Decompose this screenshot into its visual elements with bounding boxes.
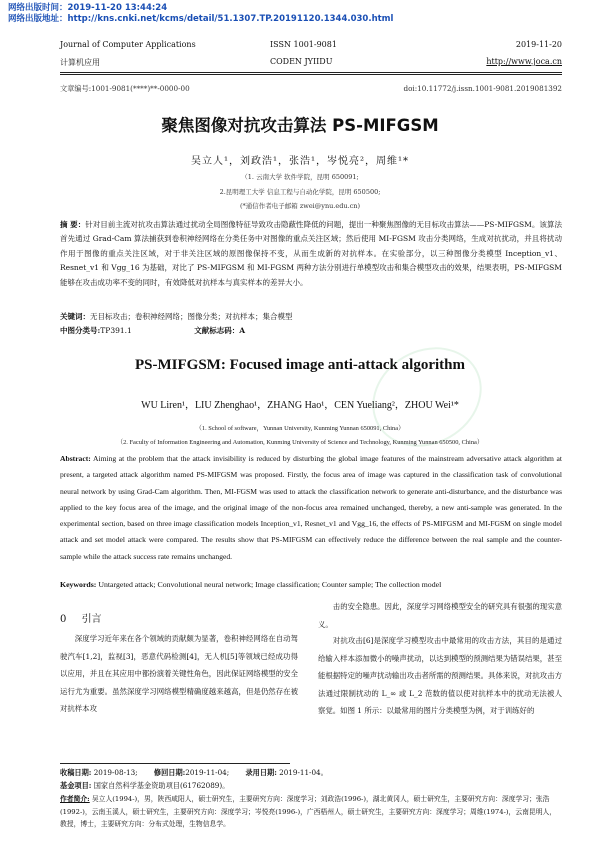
footnote-dates bbox=[60, 767, 562, 779]
contact-email: (*通信作者电子邮箱 zwei@ynu.edu.cn) bbox=[240, 202, 360, 210]
keywords-en bbox=[60, 580, 562, 589]
authors-en: WU Liren¹，LIU Zhenghao¹，ZHANG Hao¹，CEN Yueliang²，ZHOU Wei¹* bbox=[141, 400, 459, 411]
keywords-zh-label: 关键词： bbox=[60, 312, 90, 321]
keywords-zh-text: 无目标攻击；卷积神经网络；图像分类；对抗样本；集合模型 bbox=[90, 312, 293, 321]
article-number: 文章编号:1001-9081(****)**-0000-00 bbox=[60, 84, 190, 93]
abstract-zh bbox=[60, 218, 562, 290]
affiliation-zh-1: （1. 云南大学 软件学院，昆明 650091; bbox=[241, 173, 359, 181]
doc-code-label: 文献标志码： bbox=[194, 326, 240, 335]
body-right-para-2: 对抗攻击[6]是深度学习模型攻击中最常用的攻击方法，其目的是通过给输入样本添加微小的噪声扰动，以达到模型的预测结果为错误结果，甚至能根据特定的噪声扰动输出攻击者所需的预测结果。具体来说，对抗攻击方法通过限制扰动的 L_∞ 或 L_2 范数的值以使对抗样本中的扰动无法被人察觉。如图 1 所示：以最常用的图片分类模型为例，对于训练好的 bbox=[318, 636, 562, 715]
journal-url[interactable]: http://www.joca.cn bbox=[486, 57, 562, 66]
abstract-zh-label: 摘 要： bbox=[60, 220, 86, 229]
abstract-en bbox=[60, 451, 562, 565]
affiliation-en-2: （2. Faculty of Information Engineering and Automation, Kunming University of Science and Technology, Kunming Yunnan 650500, China） bbox=[116, 439, 484, 446]
affiliation-zh-2: 2.昆明理工大学 信息工程与自动化学院，昆明 650500; bbox=[219, 188, 381, 196]
revised-label: 修回日期: bbox=[153, 768, 186, 777]
class-label: 中图分类号: bbox=[60, 326, 101, 335]
publication-url[interactable]: 网络出版地址：http://kns.cnki.net/kcms/detail/51.1307.TP.20191120.1344.030.html bbox=[8, 14, 394, 24]
footnote-fund bbox=[60, 780, 562, 792]
issn: ISSN 1001-9081 bbox=[270, 40, 337, 49]
footnote-bio bbox=[60, 793, 562, 831]
header-rule bbox=[60, 72, 562, 73]
authors-zh: 吴立人¹，刘政浩¹，张浩¹，岑悦亮²，周维¹* bbox=[190, 156, 410, 167]
affiliation-en-1: （1. School of software，Yunnan University, Kunming Yunnan 650091, China） bbox=[195, 425, 405, 432]
fund-text: 国家自然科学基金资助项目(61762089)。 bbox=[93, 781, 230, 790]
abstract-zh-text: 针对目前主流对抗攻击算法通过扰动全局图像特征导致攻击隐蔽性降低的问题，提出一种聚焦图像的无目标攻击算法——PS-MIFGSM。该算法首先通过 Grad-Cam 算法捕获到卷积神经网络在分类任务中对图像的重点关注区域；然后使用 MI-FGSM 攻击分类网络，生成对抗扰动，并且将扰动作用于图像的重点关注区域，对于非关注区域的原图像保持不变，从而生成新的对抗样本。在实验部分，以三种图像分类模型 Inception_v1、Resnet_v1 和 Vgg_16 为基础，对比了 PS-MIFGSM 和 MI-FGSM 两种方法分别进行单模型攻击和集合模型攻击的效果，结果表明，PS-MIFGSM 能够在攻击成功率不变的同时，有效降低对抗样本与真实样本的差异大小。 bbox=[60, 220, 562, 287]
section-title: 引言 bbox=[81, 614, 102, 625]
keywords-en-text: Untargeted attack; Convolutional neural network; Image classification; Counter sample; The collection model bbox=[98, 580, 442, 589]
accepted-label: 录用日期: bbox=[245, 768, 277, 777]
accepted-date: 2019-11-04。 bbox=[279, 768, 328, 777]
revised-date: 2019-11-04; bbox=[185, 768, 230, 777]
footnote-rule bbox=[60, 763, 290, 764]
fund-label: 基金项目: bbox=[60, 781, 92, 790]
body-left-column: 深度学习近年来在各个领域的贡献颇为显著，卷积神经网络在自动驾驶汽车[1,2]，监视[3]，恶意代码检测[4]，无人机[5]等领域已经成功得以应用，并且在其应用中都扮演着关键性角色，因此保证网络模型的安全运行尤为重要。虽然深度学习网络模型精确度越来越高，但是仍然存在被对抗样本攻 bbox=[60, 634, 298, 713]
bio-text: 吴立人(1994-)，男，陕西咸阳人，硕士研究生，主要研究方向：深度学习；刘政浩(1996-)，湖北黄冈人，硕士研究生，主要研究方向：深度学习；张浩(1992-)，云南玉溪人，硕士研究生，主要研究方向：深度学习；岑悦亮(1996-)，广西梧州人，硕士研究生，主要研究方向：深度学习；周维(1974-)，云南昆明人，教授，博士，主要研究方向：分布式处理，生物信息学。 bbox=[60, 795, 557, 828]
received-label: 收稿日期: bbox=[60, 768, 92, 777]
title-en: PS-MIFGSM: Focused image anti-attack algorithm bbox=[135, 357, 465, 373]
class-value: TP391.1 bbox=[100, 326, 132, 335]
classification bbox=[60, 324, 562, 338]
online-publication-stamp bbox=[8, 3, 393, 25]
body-right-para-1: 击的安全隐患。因此，深度学习网络模型安全的研究具有很强的现实意义。 bbox=[318, 602, 562, 629]
bio-label: 作者简介: bbox=[60, 795, 90, 803]
section-heading bbox=[60, 610, 102, 625]
abstract-en-text: Aiming at the problem that the attack invisibility is reduced by disturbing the global image features of the mainstream adversative attack algorithm at present, a targeted attack algorithm named PS-MIFGSM was proposed. Firstly, the focus area of image was captured in the classification task of convolutional neural network by using Grad-Cam algorithm. Then, MI-FGSM was used to attack the classification network to generate anti-disturbance, and the disturbance was applied to the key focus area of the image, and the original image of the non-focus area remained unchanged, thereby, a new anti-sample was generated. In the experimental section, based on three image classification models Inception_v1, Resnet_v1 and Vgg_16, the effects of PS-MIFGSM and MI-FGSM on single model attack and set model attack were compared. The results show that PS-MIFGSM can effectively reduce the difference between the real sample and the counter-sample while the attack success rate remains unchanged. bbox=[60, 454, 562, 561]
header-date: 2019-11-20 bbox=[515, 40, 562, 49]
journal-header bbox=[60, 40, 562, 52]
doi: doi:10.11772/j.issn.1001-9081.2019081392 bbox=[403, 84, 562, 93]
abstract-en-label: Abstract: bbox=[60, 454, 91, 463]
coden: CODEN JYIIDU bbox=[270, 57, 333, 66]
section-number: 0 bbox=[60, 614, 67, 625]
received-date: 2019-08-13; bbox=[93, 768, 138, 777]
keywords-zh bbox=[60, 310, 562, 324]
journal-header-row2 bbox=[60, 57, 562, 69]
header-rule-thin bbox=[60, 74, 562, 75]
journal-name-en: Journal of Computer Applications bbox=[60, 40, 196, 49]
doc-code: A bbox=[239, 326, 246, 335]
title-zh: 聚焦图像对抗攻击算法 PS-MIFGSM bbox=[161, 116, 439, 135]
publication-time: 网络出版时间：2019-11-20 13:44:24 bbox=[8, 3, 168, 13]
keywords-en-label: Keywords: bbox=[60, 580, 97, 589]
journal-name-zh: 计算机应用 bbox=[60, 58, 100, 67]
